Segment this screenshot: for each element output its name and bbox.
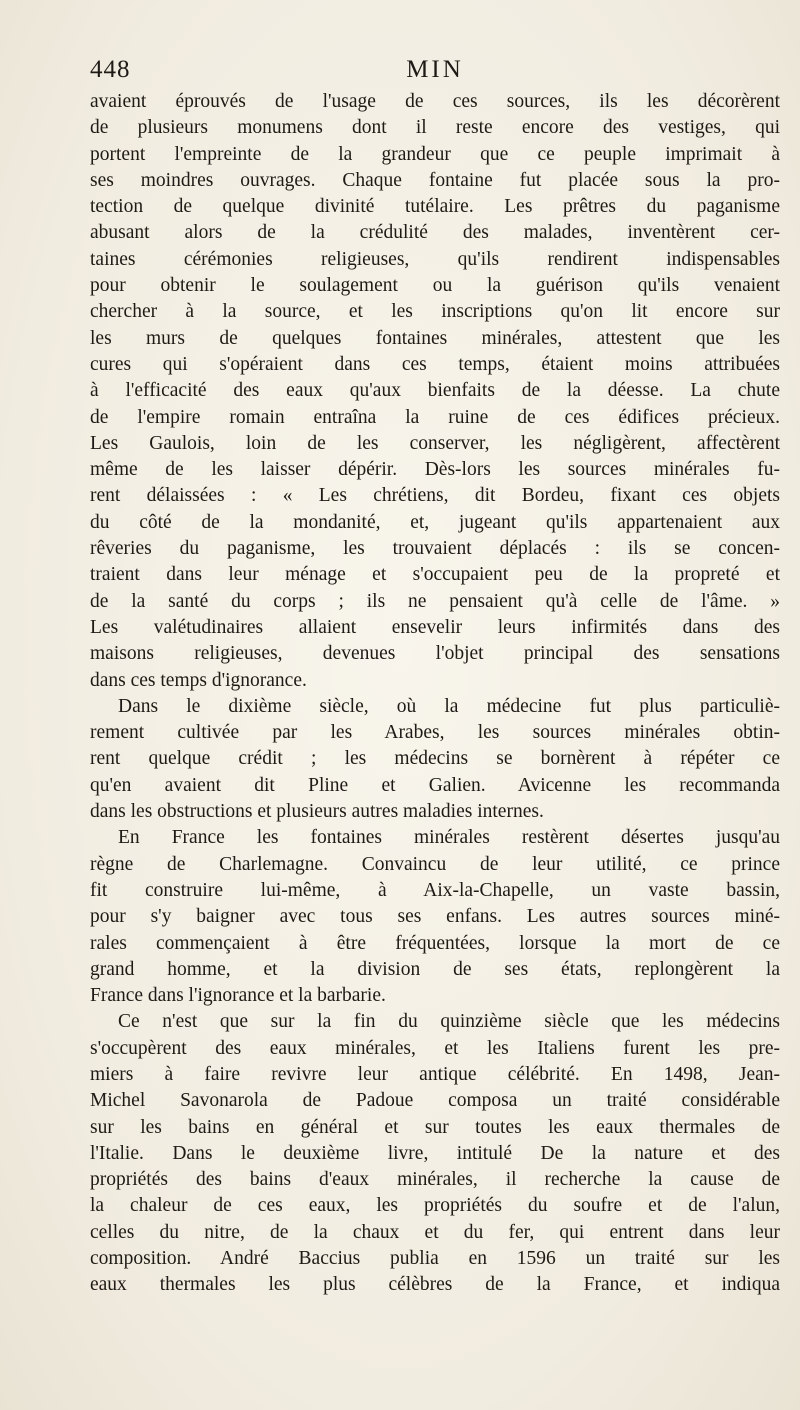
- text-line: sur les bains en général et sur toutes les eaux thermales de: [90, 1116, 780, 1138]
- page-header: [90, 56, 780, 90]
- text-line: de plusieurs monumens dont il reste encore des vestiges, qui: [90, 117, 780, 139]
- text-line: ses moindres ouvrages. Chaque fontaine fut placée sous la pro-: [90, 169, 780, 191]
- text-line: rêveries du paganisme, les trouvaient déplacés : ils se concen-: [90, 538, 780, 560]
- text-line: pour s'y baigner avec tous ses enfans. Les autres sources miné-: [90, 906, 780, 928]
- text-line: l'Italie. Dans le deuxième livre, intitulé De la nature et des: [90, 1142, 780, 1164]
- text-line: de la santé du corps ; ils ne pensaient qu'à celle de l'âme. »: [90, 590, 780, 612]
- text-line: cures qui s'opéraient dans ces temps, étaient moins attribuées: [90, 353, 780, 375]
- text-line: du côté de la mondanité, et, jugeant qu'ils appartenaient aux: [90, 511, 780, 533]
- text-line: grand homme, et la division de ses états, replongèrent la: [90, 958, 780, 980]
- text-line: fit construire lui-même, à Aix-la-Chapelle, un vaste bassin,: [90, 879, 780, 901]
- text-line: rent quelque crédit ; les médecins se bornèrent à répéter ce: [90, 748, 780, 770]
- text-line: traient dans leur ménage et s'occupaient peu de la propreté et: [90, 564, 780, 586]
- text-line: de l'empire romain entraîna la ruine de ces édifices précieux.: [90, 406, 780, 428]
- text-line: abusant alors de la crédulité des malades, inventèrent cer-: [90, 222, 780, 244]
- text-line: portent l'empreinte de la grandeur que ce peuple imprimait à: [90, 143, 780, 165]
- text-line: s'occupèrent des eaux minérales, et les Italiens furent les pre-: [90, 1037, 780, 1059]
- text-line: pour obtenir le soulagement ou la guérison qu'ils venaient: [90, 275, 780, 297]
- text-line: tection de quelque divinité tutélaire. Les prêtres du paganisme: [90, 196, 780, 218]
- text-line: composition. André Baccius publia en 1596 un traité sur les: [90, 1248, 780, 1270]
- text-line: les murs de quelques fontaines minérales, attestent que les: [90, 327, 780, 349]
- text-line: la chaleur de ces eaux, les propriétés du soufre et de l'alun,: [90, 1195, 780, 1217]
- text-line: chercher à la source, et les inscriptions qu'on lit encore sur: [90, 301, 780, 323]
- text-line: eaux thermales les plus célèbres de la France, et indiqua: [90, 1274, 780, 1296]
- text-line: propriétés des bains d'eaux minérales, il recherche la cause de: [90, 1169, 780, 1191]
- text-line: En France les fontaines minérales restèrent désertes jusqu'au: [118, 827, 780, 849]
- text-line: miers à faire revivre leur antique célébrité. En 1498, Jean-: [90, 1063, 780, 1085]
- text-line: qu'en avaient dit Pline et Galien. Avicenne les recommanda: [90, 774, 780, 796]
- page-number: 448: [90, 56, 131, 83]
- text-line: Michel Savonarola de Padoue composa un traité considérable: [90, 1090, 780, 1112]
- text-line: rales commençaient à être fréquentées, lorsque la mort de ce: [90, 932, 780, 954]
- text-line: dans ces temps d'ignorance.: [90, 669, 307, 691]
- text-line: avaient éprouvés de l'usage de ces sources, ils les décorèrent: [90, 91, 780, 112]
- text-line: règne de Charlemagne. Convaincu de leur utilité, ce prince: [90, 853, 780, 875]
- body-text: [90, 89, 780, 1299]
- text-line: rent délaissées : « Les chrétiens, dit Bordeu, fixant ces objets: [90, 485, 780, 507]
- text-line: taines cérémonies religieuses, qu'ils rendirent indispensables: [90, 248, 780, 270]
- text-line: France dans l'ignorance et la barbarie.: [90, 985, 386, 1007]
- text-line: maisons religieuses, devenues l'objet principal des sensations: [90, 643, 780, 665]
- text-line: Ce n'est que sur la fin du quinzième siècle que les médecins: [118, 1011, 780, 1033]
- running-head: MIN: [406, 56, 464, 83]
- text-line: rement cultivée par les Arabes, les sources minérales obtin-: [90, 722, 780, 744]
- text-line: Dans le dixième siècle, où la médecine fut plus particuliè-: [118, 695, 780, 717]
- text-line: celles du nitre, de la chaux et du fer, qui entrent dans leur: [90, 1221, 780, 1243]
- text-line: à l'efficacité des eaux qu'aux bienfaits de la déesse. La chute: [90, 380, 780, 402]
- text-line: Les valétudinaires allaient ensevelir leurs infirmités dans des: [90, 616, 780, 638]
- text-line: même de les laisser dépérir. Dès-lors les sources minérales fu-: [90, 459, 780, 481]
- text-line: dans les obstructions et plusieurs autres maladies internes.: [90, 801, 544, 823]
- text-line: Les Gaulois, loin de les conserver, les négligèrent, affectèrent: [90, 432, 780, 454]
